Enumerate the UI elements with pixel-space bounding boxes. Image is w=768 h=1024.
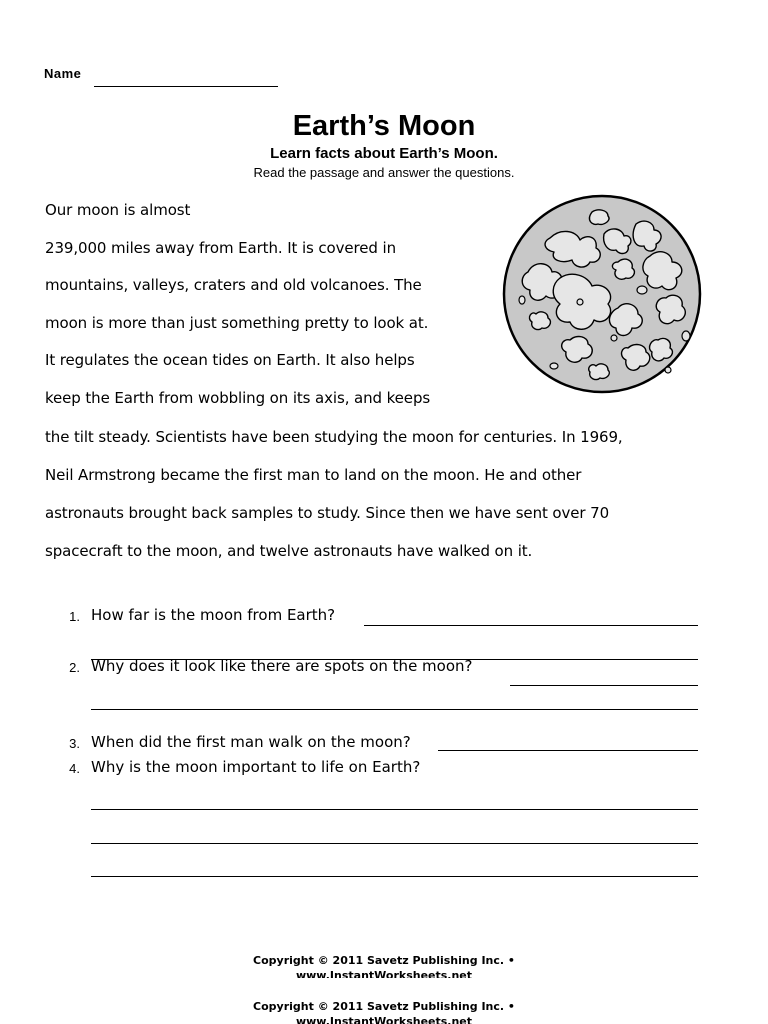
name-label: Name	[44, 66, 82, 81]
answer-line[interactable]	[91, 709, 698, 710]
answer-line[interactable]	[91, 876, 698, 877]
passage-line: moon is more than just something pretty to look at.	[45, 314, 429, 332]
answer-line[interactable]	[510, 685, 698, 686]
question-text: When did the first man walk on the moon?	[91, 733, 411, 751]
passage-line: 239,000 miles away from Earth. It is covered in	[45, 239, 396, 257]
moon-icon	[500, 190, 704, 398]
footer-copyright: Copyright © 2011 Savetz Publishing Inc. •	[253, 954, 515, 967]
question-number: 1.	[69, 609, 80, 624]
answer-line[interactable]	[364, 625, 698, 626]
question-text: Why does it look like there are spots on the moon?	[91, 657, 473, 675]
name-field-line[interactable]	[94, 86, 278, 87]
passage-line: It regulates the ocean tides on Earth. It also helps	[45, 351, 415, 369]
passage-line: keep the Earth from wobbling on its axis, and keeps	[45, 389, 431, 407]
question-number: 3.	[69, 736, 80, 751]
question-number: 2.	[69, 660, 80, 675]
footer-url: www.InstantWorksheets.net	[295, 1015, 473, 1024]
passage-line: Neil Armstrong became the first man to land on the moon. He and other	[45, 466, 582, 484]
footer-url: www.InstantWorksheets.net	[295, 969, 473, 978]
passage-line: mountains, valleys, craters and old volcanoes. The	[45, 276, 422, 294]
footer-copyright: Copyright © 2011 Savetz Publishing Inc. •	[253, 1000, 515, 1013]
passage-line: the tilt steady. Scientists have been studying the moon for centuries. In 1969,	[45, 428, 623, 446]
answer-line[interactable]	[438, 750, 698, 751]
page-subtitle: Learn facts about Earth’s Moon.	[270, 145, 498, 162]
passage-line: Our moon is almost	[45, 201, 191, 219]
passage-line: spacecraft to the moon, and twelve astronauts have walked on it.	[45, 542, 533, 560]
page-title: Earth’s Moon	[292, 110, 476, 142]
question-text: How far is the moon from Earth?	[91, 606, 336, 624]
question-number: 4.	[69, 761, 80, 776]
instructions-text: Read the passage and answer the questions.	[253, 165, 515, 180]
answer-line[interactable]	[91, 809, 698, 810]
question-text: Why is the moon important to life on Earth?	[91, 758, 421, 776]
answer-line[interactable]	[91, 843, 698, 844]
passage-line: astronauts brought back samples to study. Since then we have sent over 70	[45, 504, 610, 522]
